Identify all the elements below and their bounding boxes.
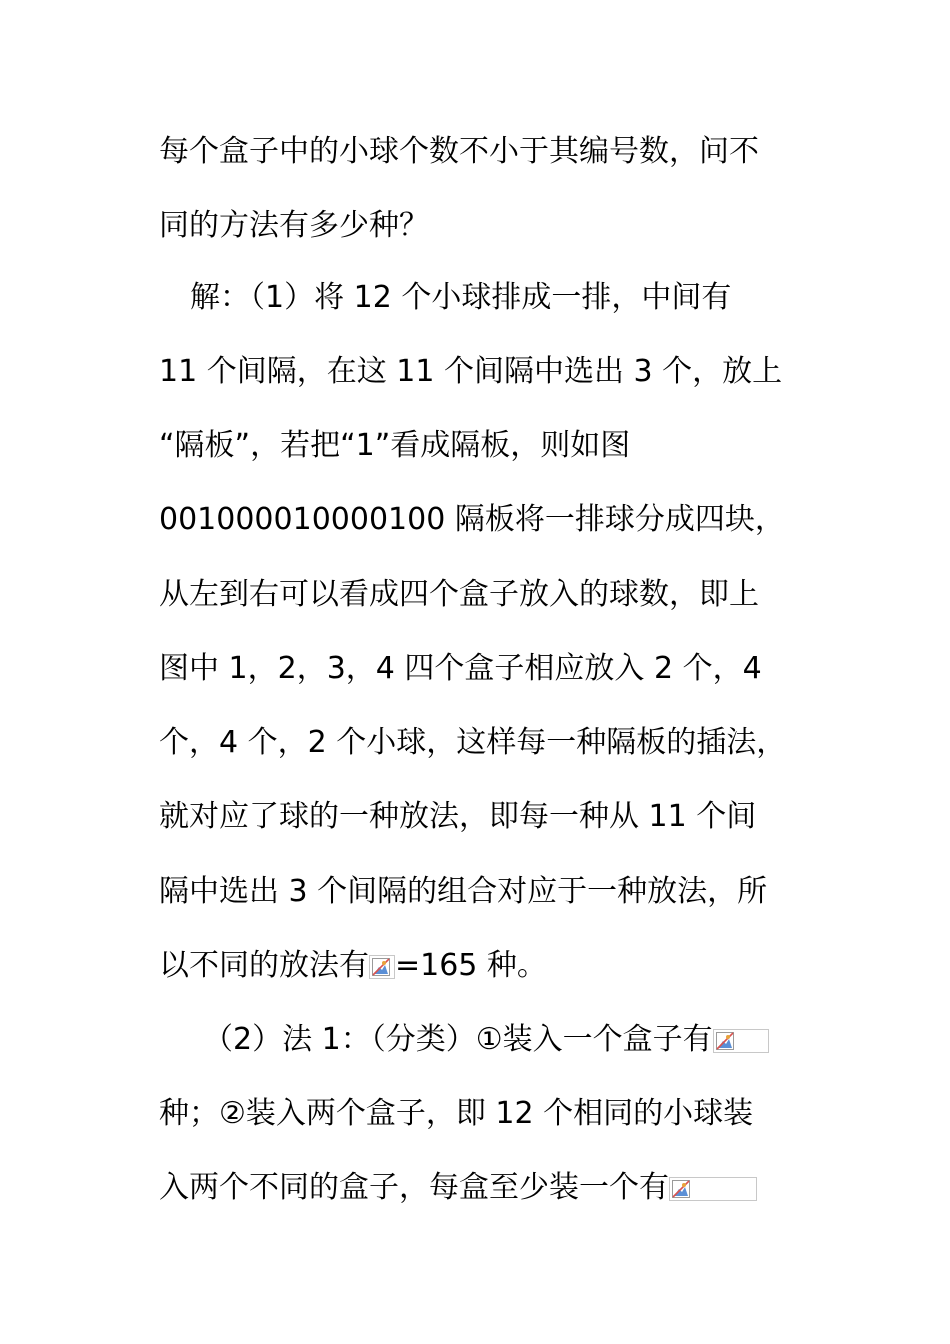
text-line-9: 个，4 个，2 个小球，这样每一种隔板的插法， (159, 725, 787, 760)
text-line-15-before: 入两个不同的盒子，每盒至少装一个有 (159, 1170, 669, 1205)
text-line-4: 11 个间隔，在这 11 个间隔中选出 3 个，放上 (159, 354, 783, 389)
text-line-6: 001000010000100 隔板将一排球分成四块， (159, 502, 785, 537)
text-line-10: 就对应了球的一种放法，即每一种从 11 个间 (159, 799, 757, 834)
text-line-5: “隔板”，若把“1”看成隔板，则如图 (159, 428, 631, 463)
text-line-12 (159, 946, 809, 986)
text-line-13 (203, 1020, 853, 1060)
text-line-2: 同的方法有多少种？ (159, 208, 429, 243)
text-line-14: 种；②装入两个盒子，即 12 个相同的小球装 (159, 1096, 754, 1131)
formula-image-placeholder (369, 955, 395, 979)
text-line-7: 从左到右可以看成四个盒子放入的球数，即上 (159, 577, 759, 612)
formula-image-placeholder (713, 1029, 769, 1053)
broken-image-icon (716, 1032, 734, 1050)
formula-image-placeholder (669, 1177, 757, 1201)
text-line-8: 图中 1，2，3，4 四个盒子相应放入 2 个，4 (159, 651, 762, 686)
text-line-1: 每个盒子中的小球个数不小于其编号数，问不 (159, 134, 759, 169)
text-line-12-after: =165 种。 (395, 948, 547, 983)
text-line-3: 解：（1）将 12 个小球排成一排，中间有 (190, 280, 732, 315)
text-line-12-before: 以不同的放法有 (159, 948, 369, 983)
broken-image-icon (372, 958, 390, 976)
text-line-13-before: （2）法 1：（分类）①装入一个盒子有 (203, 1022, 713, 1057)
broken-image-icon (672, 1180, 690, 1198)
text-line-11: 隔中选出 3 个间隔的组合对应于一种放法，所 (159, 874, 768, 909)
text-line-15 (159, 1168, 809, 1208)
